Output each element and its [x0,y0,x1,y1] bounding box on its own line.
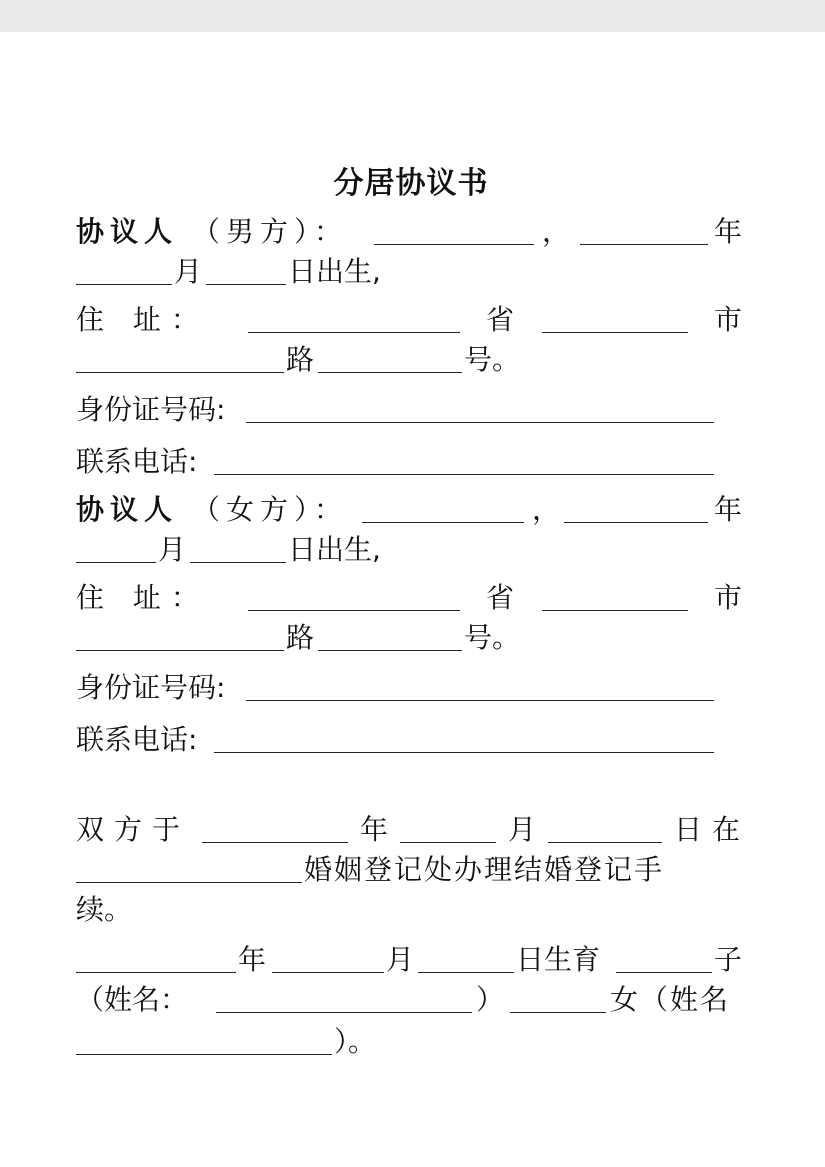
female-road-text: 路 [286,621,315,654]
male-name-blank[interactable] [374,210,534,245]
male-province-blank[interactable] [248,298,460,333]
son-text: 子 [714,943,743,976]
male-number-blank[interactable] [318,338,462,373]
female-phone-label: 联系电话: [76,723,198,756]
marriage-year-text: 年 [360,813,389,846]
female-id-blank[interactable] [246,666,714,701]
child-birth-day-blank[interactable] [418,938,514,973]
marriage-month-text: 月 [508,813,537,846]
male-party-role: （男方）： [192,215,349,248]
male-party-label: 协议人 [76,215,179,248]
daughter-name-end-text: ）。 [334,1025,377,1058]
male-comma: ， [542,215,571,248]
marriage-registry-text: 婚姻登记处办理结婚登记手 [304,853,665,886]
male-road-blank[interactable] [76,338,284,373]
marriage-day-blank[interactable] [548,808,662,843]
male-month-text: 月 [174,255,203,288]
female-party-role: （女方）： [192,493,349,526]
female-city-blank[interactable] [542,576,688,611]
children-names-line [76,978,746,1022]
female-party-label: 协议人 [76,493,179,526]
female-number-blank[interactable] [318,616,462,651]
marriage-date-line [76,808,751,852]
son-name-open-text: （姓名： [76,983,189,1016]
male-birth-month-blank[interactable] [76,250,172,285]
male-year-text: 年 [714,215,743,248]
son-count-blank[interactable] [616,938,712,973]
marriage-month-blank[interactable] [400,808,496,843]
male-born-text: 日出生, [288,255,381,288]
marriage-procedures-line [76,888,746,932]
daughter-count-blank[interactable] [510,978,606,1013]
female-province-blank[interactable] [248,576,460,611]
marriage-procedures-text: 续。 [76,893,133,926]
male-address-line [76,298,746,342]
daughter-name-blank[interactable] [76,1020,332,1055]
male-province-text: 省 [486,303,515,336]
child-month-text: 月 [386,943,415,976]
female-birth-line [76,528,746,572]
child-year-text: 年 [238,943,267,976]
female-address-line [76,576,746,620]
child-birth-month-blank[interactable] [272,938,384,973]
male-birth-line [76,250,746,294]
female-number-text: 号。 [464,621,521,654]
female-name-blank[interactable] [362,488,524,523]
female-comma: ， [532,493,561,526]
male-phone-line [76,440,746,484]
female-birth-day-blank[interactable] [190,528,286,563]
female-birth-month-blank[interactable] [76,528,156,563]
both-parties-on-text: 双方于 [76,813,191,846]
top-bar [0,0,825,32]
children-birth-line [76,938,746,982]
male-address-label: 住 址： [76,303,209,336]
document-title: 分居协议书 [333,166,489,201]
female-id-line [76,666,746,710]
children-end-line [76,1020,746,1064]
male-id-line [76,388,746,432]
female-year-text: 年 [714,493,743,526]
female-address-label: 住 址： [76,581,209,614]
marriage-registry-line [76,848,746,892]
male-city-blank[interactable] [542,298,688,333]
male-birth-day-blank[interactable] [206,250,286,285]
male-birth-year-blank[interactable] [580,210,708,245]
male-phone-blank[interactable] [214,440,714,475]
female-road-line [76,616,746,660]
female-party-line [76,488,746,532]
marriage-day-at-text: 日在 [674,813,751,846]
male-id-blank[interactable] [246,388,714,423]
female-city-text: 市 [714,581,743,614]
male-phone-label: 联系电话: [76,445,198,478]
female-road-blank[interactable] [76,616,284,651]
male-road-text: 路 [286,343,315,376]
female-month-text: 月 [158,533,187,566]
female-phone-blank[interactable] [214,718,714,753]
male-road-line [76,338,746,382]
male-party-line [76,210,746,254]
female-id-label: 身份证号码: [76,671,226,704]
male-number-text: 号。 [464,343,521,376]
marriage-registry-blank[interactable] [76,848,302,883]
marriage-year-blank[interactable] [202,808,348,843]
female-birth-year-blank[interactable] [564,488,708,523]
female-born-text: 日出生, [288,533,381,566]
son-name-blank[interactable] [216,978,472,1013]
child-birth-year-blank[interactable] [76,938,236,973]
male-city-text: 市 [714,303,743,336]
male-id-label: 身份证号码: [76,393,226,426]
daughter-name-open-text: 女（姓名 [610,983,731,1016]
child-birth-text: 日生育 [516,943,601,976]
son-name-close-text: ） [476,983,505,1016]
female-province-text: 省 [486,581,515,614]
female-phone-line [76,718,746,762]
